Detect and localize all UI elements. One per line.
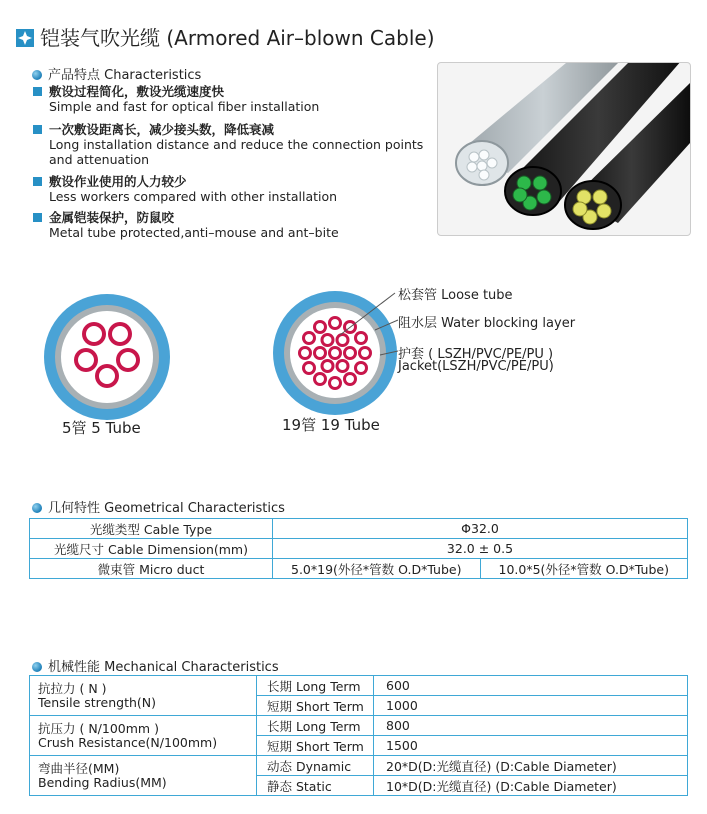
table-cell-value: 1500 (374, 736, 688, 756)
table-cell-term: 短期 Short Term (257, 696, 374, 716)
square-bullet-icon (33, 213, 42, 222)
geometrical-table (29, 518, 688, 579)
jacket-label-zh: 护套 ( LSZH/PVC/PE/PU ) (398, 347, 554, 362)
cable-product-photo (437, 62, 691, 236)
table-cell-value: 10*D(D:光缆直径) (D:Cable Diameter) (374, 776, 688, 796)
table-cell-label: 光缆尺寸 Cable Dimension(mm) (30, 539, 273, 559)
page-title-text: 铠装气吹光缆 (Armored Air–blown Cable) (40, 26, 435, 50)
table-cell-value: 20*D(D:光缆直径) (D:Cable Diameter) (374, 756, 688, 776)
table-cell-label: 光缆类型 Cable Type (30, 519, 273, 539)
feature-item: 金属铠装保护，防鼠咬 Metal tube protected,anti–mouse and ant–bite (33, 210, 339, 240)
table-cell-term: 长期 Long Term (257, 676, 374, 696)
cross-icon (16, 29, 34, 47)
features-heading: 产品特点 Characteristics (32, 64, 201, 83)
page-title (16, 22, 435, 51)
table-cell-label: 抗拉力 ( N ) Tensile strength(N) (30, 676, 257, 716)
feature-item: 一次敷设距离长，减少接头数，降低衰减 Long installation distance and reduce the connection points and attenuation (33, 122, 423, 167)
bullet-dot-icon (32, 662, 42, 672)
table-row (30, 676, 688, 696)
square-bullet-icon (33, 125, 42, 134)
table-cell-label: 微束管 Micro duct (30, 559, 273, 579)
square-bullet-icon (33, 177, 42, 186)
water-blocking-label: 阻水层 Water blocking layer (398, 316, 576, 331)
loose-tube-label: 松套管 Loose tube (398, 288, 513, 303)
five-tube-cross-section (40, 290, 175, 425)
table-row (30, 716, 688, 736)
table-cell-value: 32.0 ± 0.5 (273, 539, 688, 559)
table-cell-label: 抗压力 ( N/100mm ) Crush Resistance(N/100mm) (30, 716, 257, 756)
table-cell-value: 800 (374, 716, 688, 736)
table-cell-label: 弯曲半径(MM) Bending Radius(MM) (30, 756, 257, 796)
table-cell-term: 短期 Short Term (257, 736, 374, 756)
feature-item: 敷设作业使用的人力较少 Less workers compared with other installation (33, 174, 337, 204)
table-cell-term: 静态 Static (257, 776, 374, 796)
nineteen-tube-caption: 19管 19 Tube (282, 416, 380, 434)
bullet-dot-icon (32, 70, 42, 80)
table-row (30, 539, 688, 559)
table-cell-value: Φ32.0 (273, 519, 688, 539)
table-row (30, 559, 688, 579)
table-row (30, 519, 688, 539)
geometrical-heading: 几何特性 Geometrical Characteristics (32, 497, 285, 516)
table-cell-term: 长期 Long Term (257, 716, 374, 736)
mechanical-table (29, 675, 688, 796)
table-cell-term: 动态 Dynamic (257, 756, 374, 776)
bullet-dot-icon (32, 503, 42, 513)
table-cell-value: 1000 (374, 696, 688, 716)
square-bullet-icon (33, 87, 42, 96)
table-cell-value: 5.0*19(外径*管数 O.D*Tube) (273, 559, 481, 579)
feature-item: 敷设过程简化，敷设光缆速度快 Simple and fast for optical fiber installation (33, 84, 319, 114)
table-cell-value: 600 (374, 676, 688, 696)
table-row (30, 756, 688, 776)
table-cell-value: 10.0*5(外径*管数 O.D*Tube) (480, 559, 688, 579)
mechanical-heading: 机械性能 Mechanical Characteristics (32, 656, 279, 675)
five-tube-caption: 5管 5 Tube (62, 419, 141, 437)
jacket-label-en: Jacket(LSZH/PVC/PE/PU) (398, 359, 554, 374)
